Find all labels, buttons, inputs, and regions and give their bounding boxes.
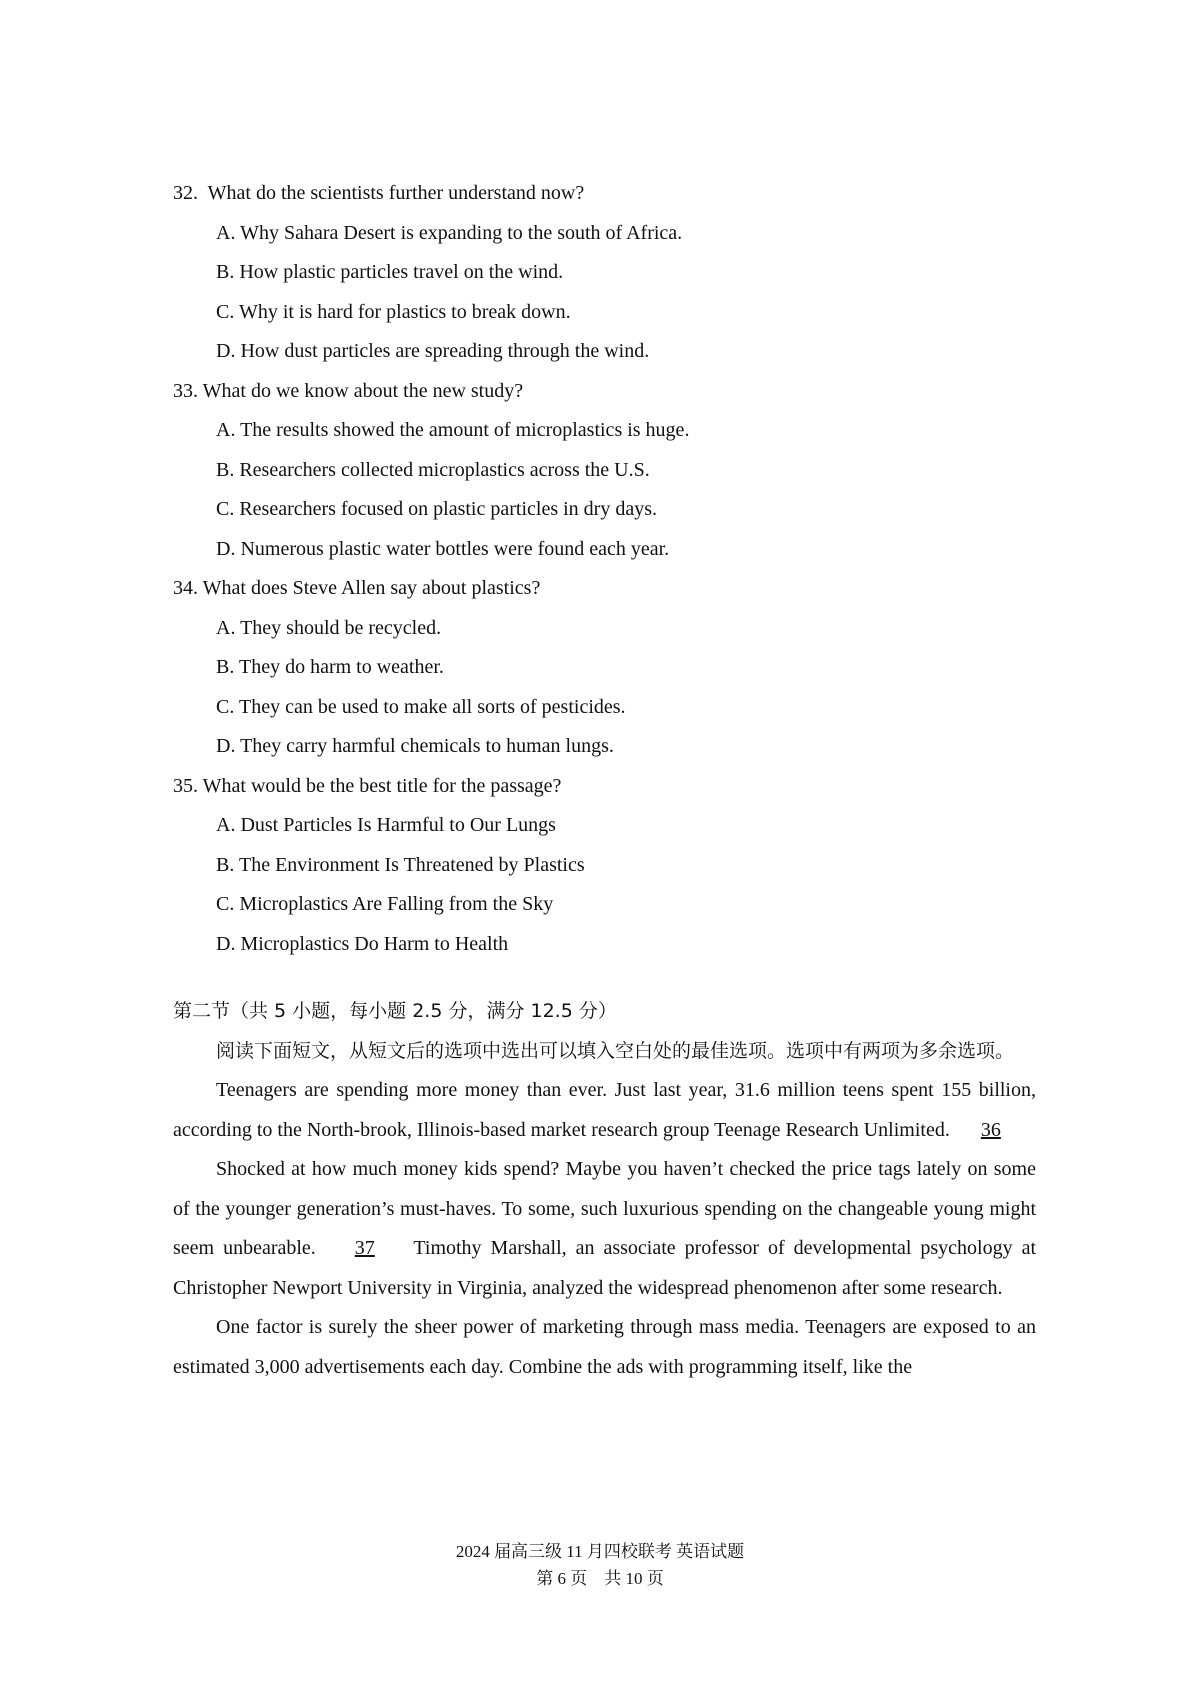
question-number: 34. bbox=[173, 577, 198, 599]
option-b: B. How plastic particles travel on the wind. bbox=[216, 261, 564, 283]
question-stem: What do the scientists further understand now? bbox=[207, 182, 585, 204]
option-b: B. They do harm to weather. bbox=[216, 656, 444, 678]
option-c: C. Microplastics Are Falling from the Sky bbox=[216, 893, 554, 915]
paragraph-text: Shocked at how much money kids spend? Maybe you haven’t checked the price tags lately on some of the younger generation’s must-haves. To some, such luxurious spending on the changeable young might seem unbearable. bbox=[173, 1158, 1036, 1259]
section-instruction: 阅读下面短文，从短文后的选项中选出可以填入空白处的最佳选项。选项中有两项为多余选项。 bbox=[216, 1039, 1015, 1062]
option-a: A. Dust Particles Is Harmful to Our Lungs bbox=[216, 814, 556, 836]
option-c: C. They can be used to make all sorts of pesticides. bbox=[216, 695, 626, 718]
passage-paragraph-1 bbox=[173, 1071, 1036, 1150]
option-a: A. Why Sahara Desert is expanding to the south of Africa. bbox=[216, 221, 683, 244]
option-d: D. They carry harmful chemicals to human lungs. bbox=[216, 735, 614, 757]
section-title: 第二节（共 5 小题，每小题 2.5 分，满分 12.5 分） bbox=[173, 1000, 617, 1022]
blank-37: 37 bbox=[354, 1237, 375, 1259]
question-33 bbox=[173, 372, 1036, 570]
question-stem: What does Steve Allen say about plastics? bbox=[202, 577, 541, 599]
option-d: D. Microplastics Do Harm to Health bbox=[216, 932, 509, 955]
exam-page bbox=[173, 174, 1036, 1387]
question-34 bbox=[173, 569, 1036, 767]
passage-paragraph-3: One factor is surely the sheer power of marketing through mass media. Teenagers are exposed to an estimated 3,000 advertisements each day. Combine the ads with programming itself, like the bbox=[173, 1316, 1036, 1378]
question-number: 32. bbox=[173, 182, 198, 204]
option-a: A. The results showed the amount of microplastics is huge. bbox=[216, 419, 690, 441]
section-two bbox=[173, 992, 1036, 1387]
option-b: B. Researchers collected microplastics across the U.S. bbox=[216, 458, 650, 481]
question-stem: What would be the best title for the passage? bbox=[202, 774, 562, 797]
option-d: D. How dust particles are spreading through the wind. bbox=[216, 340, 650, 362]
blank-36: 36 bbox=[980, 1118, 1001, 1141]
question-number: 33. bbox=[173, 379, 198, 402]
footer-page-number: 第 6 页 共 10 页 bbox=[536, 1569, 664, 1588]
option-c: C. Why it is hard for plastics to break down. bbox=[216, 300, 571, 323]
paragraph-text: Teenagers are spending more money than ever. Just last year, 31.6 million teens spent 155 billion, according to the North-brook, Illinois-based market research group Teenage Research Unlimited. bbox=[173, 1079, 1036, 1141]
paragraph-text: Timothy Marshall, an associate professor of developmental psychology at Christopher Newport University in Virginia, analyzed the widespread phenomenon after some research. bbox=[173, 1237, 1037, 1299]
option-a: A. They should be recycled. bbox=[216, 616, 442, 639]
option-c: C. Researchers focused on plastic particles in dry days. bbox=[216, 498, 657, 520]
footer-exam-title: 2024 届高三级 11 月四校联考 英语试题 bbox=[455, 1542, 745, 1561]
question-32 bbox=[173, 174, 1036, 372]
option-b: B. The Environment Is Threatened by Plastics bbox=[216, 853, 585, 876]
option-d: D. Numerous plastic water bottles were found each year. bbox=[216, 537, 670, 560]
question-number: 35. bbox=[173, 774, 198, 797]
passage-paragraph-2 bbox=[173, 1150, 1036, 1308]
question-stem: What do we know about the new study? bbox=[202, 379, 524, 402]
question-35 bbox=[173, 767, 1036, 965]
